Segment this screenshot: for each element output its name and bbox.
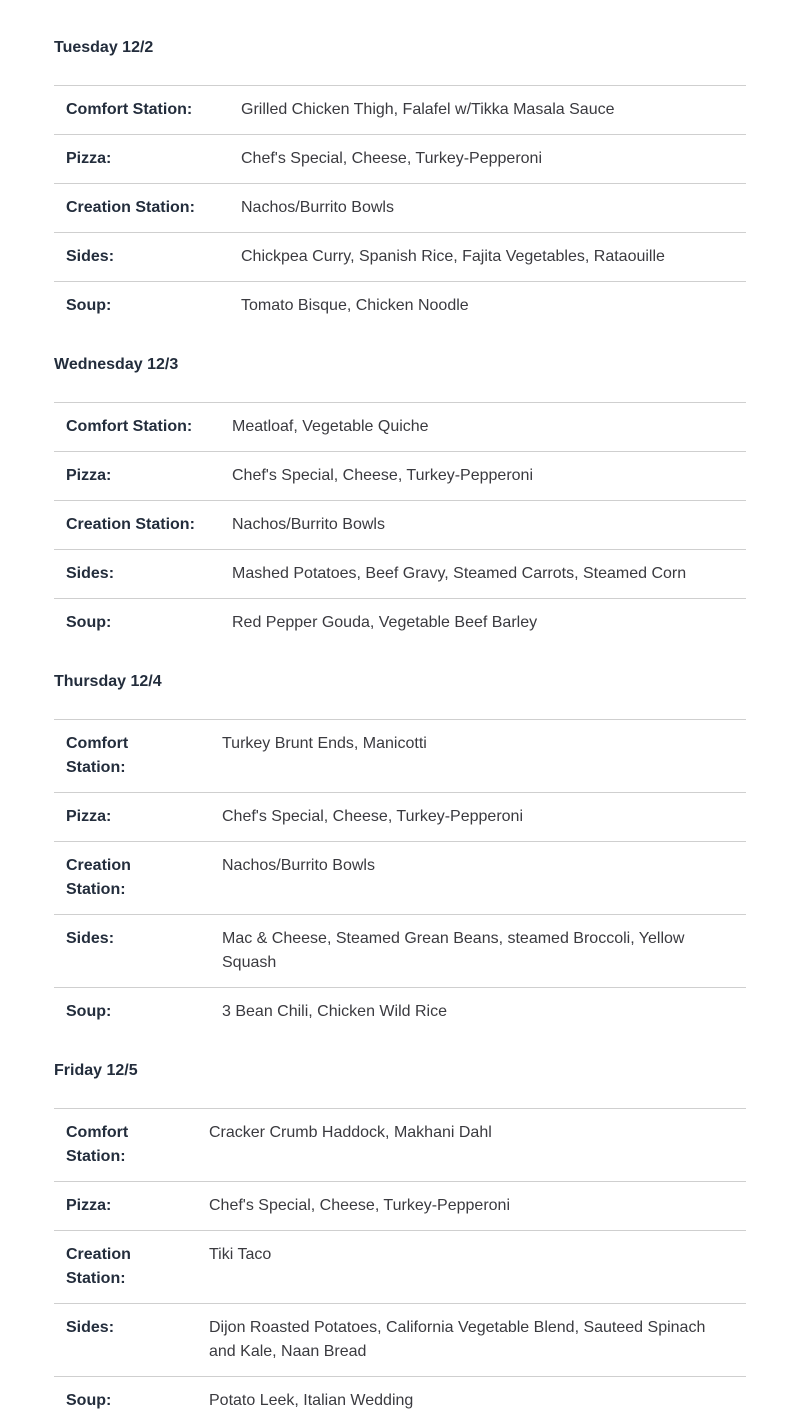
row-label: Comfort Station:	[54, 86, 241, 135]
row-label: Sides:	[54, 1304, 209, 1377]
row-label: Soup:	[54, 599, 232, 648]
row-items: Meatloaf, Vegetable Quiche	[232, 403, 746, 452]
day-heading-friday: Friday 12/5	[54, 1061, 138, 1081]
row-items: Turkey Brunt Ends, Manicotti	[222, 720, 746, 793]
day-heading-wednesday: Wednesday 12/3	[54, 355, 178, 375]
row-items: Chickpea Curry, Spanish Rice, Fajita Vegetables, Rataouille	[241, 233, 746, 282]
row-items: Chef's Special, Cheese, Turkey-Pepperoni	[222, 793, 746, 842]
table-row	[54, 233, 746, 282]
table-row	[54, 1109, 746, 1182]
row-label: Creation Station:	[54, 1231, 209, 1304]
table-row	[54, 1304, 746, 1377]
row-label: Pizza:	[54, 452, 232, 501]
row-label: Sides:	[54, 550, 232, 599]
table-row	[54, 501, 746, 550]
row-label: Creation Station:	[54, 842, 222, 915]
row-label: Sides:	[54, 915, 222, 988]
table-row	[54, 452, 746, 501]
table-row	[54, 135, 746, 184]
row-items: Nachos/Burrito Bowls	[232, 501, 746, 550]
row-items: Chef's Special, Cheese, Turkey-Pepperoni	[241, 135, 746, 184]
row-items: Tiki Taco	[209, 1231, 746, 1304]
row-items: Mashed Potatoes, Beef Gravy, Steamed Carrots, Steamed Corn	[232, 550, 746, 599]
day-heading-tuesday: Tuesday 12/2	[54, 38, 153, 58]
row-items: Nachos/Burrito Bowls	[241, 184, 746, 233]
row-label: Comfort Station:	[54, 403, 232, 452]
row-label: Comfort Station:	[54, 1109, 209, 1182]
row-label: Pizza:	[54, 135, 241, 184]
row-items: Mac & Cheese, Steamed Grean Beans, steamed Broccoli, Yellow Squash	[222, 915, 746, 988]
row-items: Dijon Roasted Potatoes, California Vegetable Blend, Sauteed Spinach and Kale, Naan Bread	[209, 1304, 746, 1377]
table-row	[54, 720, 746, 793]
row-items: Chef's Special, Cheese, Turkey-Pepperoni	[232, 452, 746, 501]
day-heading-thursday: Thursday 12/4	[54, 672, 162, 692]
row-items: Grilled Chicken Thigh, Falafel w/Tikka Masala Sauce	[241, 86, 746, 135]
table-row	[54, 282, 746, 331]
row-items: Tomato Bisque, Chicken Noodle	[241, 282, 746, 331]
table-row	[54, 403, 746, 452]
table-row	[54, 988, 746, 1037]
menu-table-thursday	[54, 719, 746, 1036]
table-row	[54, 86, 746, 135]
row-label: Sides:	[54, 233, 241, 282]
table-row	[54, 184, 746, 233]
row-items: 3 Bean Chili, Chicken Wild Rice	[222, 988, 746, 1037]
row-label: Creation Station:	[54, 501, 232, 550]
row-label: Pizza:	[54, 793, 222, 842]
row-label: Soup:	[54, 988, 222, 1037]
menu-table-tuesday	[54, 85, 746, 330]
table-row	[54, 915, 746, 988]
row-items: Cracker Crumb Haddock, Makhani Dahl	[209, 1109, 746, 1182]
menu-table-wednesday	[54, 402, 746, 647]
row-label: Soup:	[54, 282, 241, 331]
row-label: Creation Station:	[54, 184, 241, 233]
row-label: Comfort Station:	[54, 720, 222, 793]
table-row	[54, 550, 746, 599]
menu-table-friday	[54, 1108, 746, 1425]
table-row	[54, 1231, 746, 1304]
row-label: Pizza:	[54, 1182, 209, 1231]
row-items: Potato Leek, Italian Wedding	[209, 1377, 746, 1425]
row-items: Chef's Special, Cheese, Turkey-Pepperoni	[209, 1182, 746, 1231]
table-row	[54, 842, 746, 915]
row-items: Red Pepper Gouda, Vegetable Beef Barley	[232, 599, 746, 648]
row-items: Nachos/Burrito Bowls	[222, 842, 746, 915]
table-row	[54, 793, 746, 842]
table-row	[54, 599, 746, 648]
row-label: Soup:	[54, 1377, 209, 1425]
table-row	[54, 1182, 746, 1231]
